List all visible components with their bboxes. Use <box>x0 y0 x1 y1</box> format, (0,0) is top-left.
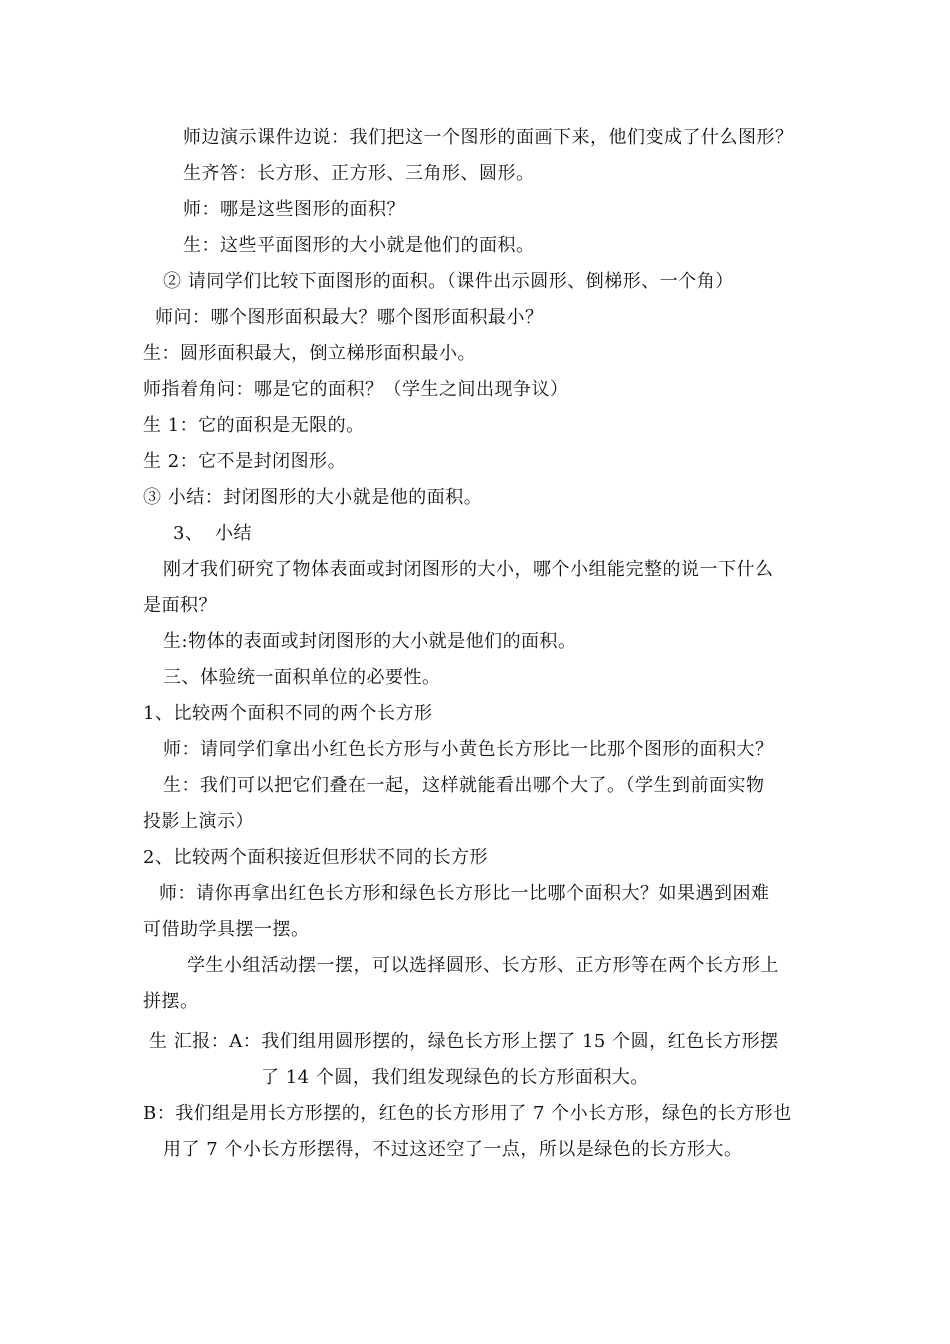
paragraph-line: 是面积？ <box>143 595 217 616</box>
paragraph-line: ② 请同学们比较下面图形的面积。（课件出示圆形、倒梯形、一个角） <box>163 271 734 292</box>
paragraph-line: 生：圆形面积最大，倒立梯形面积最小。 <box>143 343 476 364</box>
paragraph-line: 拼摆。 <box>143 991 199 1012</box>
paragraph-line: 生 1：它的面积是无限的。 <box>143 415 365 436</box>
paragraph-line: 2、比较两个面积接近但形状不同的长方形 <box>143 847 488 868</box>
paragraph-line: 师边演示课件边说：我们把这一个图形的面画下来，他们变成了什么图形？ <box>183 127 794 148</box>
section-number: 3、 <box>173 523 204 544</box>
paragraph-line: 师指着角问：哪是它的面积？（学生之间出现争议） <box>143 379 569 400</box>
paragraph-line: 生 汇报：A：我们组用圆形摆的，绿色长方形上摆了 15 个圆，红色长方形摆 <box>149 1031 779 1052</box>
section-heading: 三、体验统一面积单位的必要性。 <box>163 667 441 688</box>
paragraph-line: 用了 7 个小长方形摆得，不过这还空了一点，所以是绿色的长方形大。 <box>163 1139 743 1160</box>
paragraph-line: 投影上演示） <box>143 811 254 832</box>
paragraph-line: 师：请你再拿出红色长方形和绿色长方形比一比哪个面积大？如果遇到困难 <box>159 883 770 904</box>
paragraph-line: 师：哪是这些图形的面积？ <box>183 199 405 220</box>
paragraph-line: B：我们组是用长方形摆的，红色的长方形用了 7 个小长方形，绿色的长方形也 <box>143 1103 792 1124</box>
paragraph-line: 生：我们可以把它们叠在一起，这样就能看出哪个大了。（学生到前面实物 <box>163 775 765 796</box>
paragraph-line: 师：请同学们拿出小红色长方形与小黄色长方形比一比那个图形的面积大？ <box>163 739 774 760</box>
paragraph-line: 生：这些平面图形的大小就是他们的面积。 <box>183 235 535 256</box>
paragraph-line: 了 14 个圆，我们组发现绿色的长方形面积大。 <box>261 1067 649 1088</box>
paragraph-line: 可借助学具摆一摆。 <box>143 919 310 940</box>
paragraph-line: 生:物体的表面或封闭图形的大小就是他们的面积。 <box>163 631 577 652</box>
paragraph-line: 学生小组活动摆一摆，可以选择圆形、长方形、正方形等在两个长方形上 <box>187 955 779 976</box>
section-heading: 小结 <box>215 523 252 544</box>
paragraph-line: 生齐答：长方形、正方形、三角形、圆形。 <box>183 163 535 184</box>
paragraph-line: 刚才我们研究了物体表面或封闭图形的大小，哪个小组能完整的说一下什么 <box>163 559 774 580</box>
paragraph-line: 1、比较两个面积不同的两个长方形 <box>143 703 433 724</box>
paragraph-line: ③ 小结：封闭图形的大小就是他的面积。 <box>143 487 483 508</box>
paragraph-line: 师问：哪个图形面积最大？哪个图形面积最小？ <box>155 307 544 328</box>
paragraph-line: 生 2：它不是封闭图形。 <box>143 451 347 472</box>
